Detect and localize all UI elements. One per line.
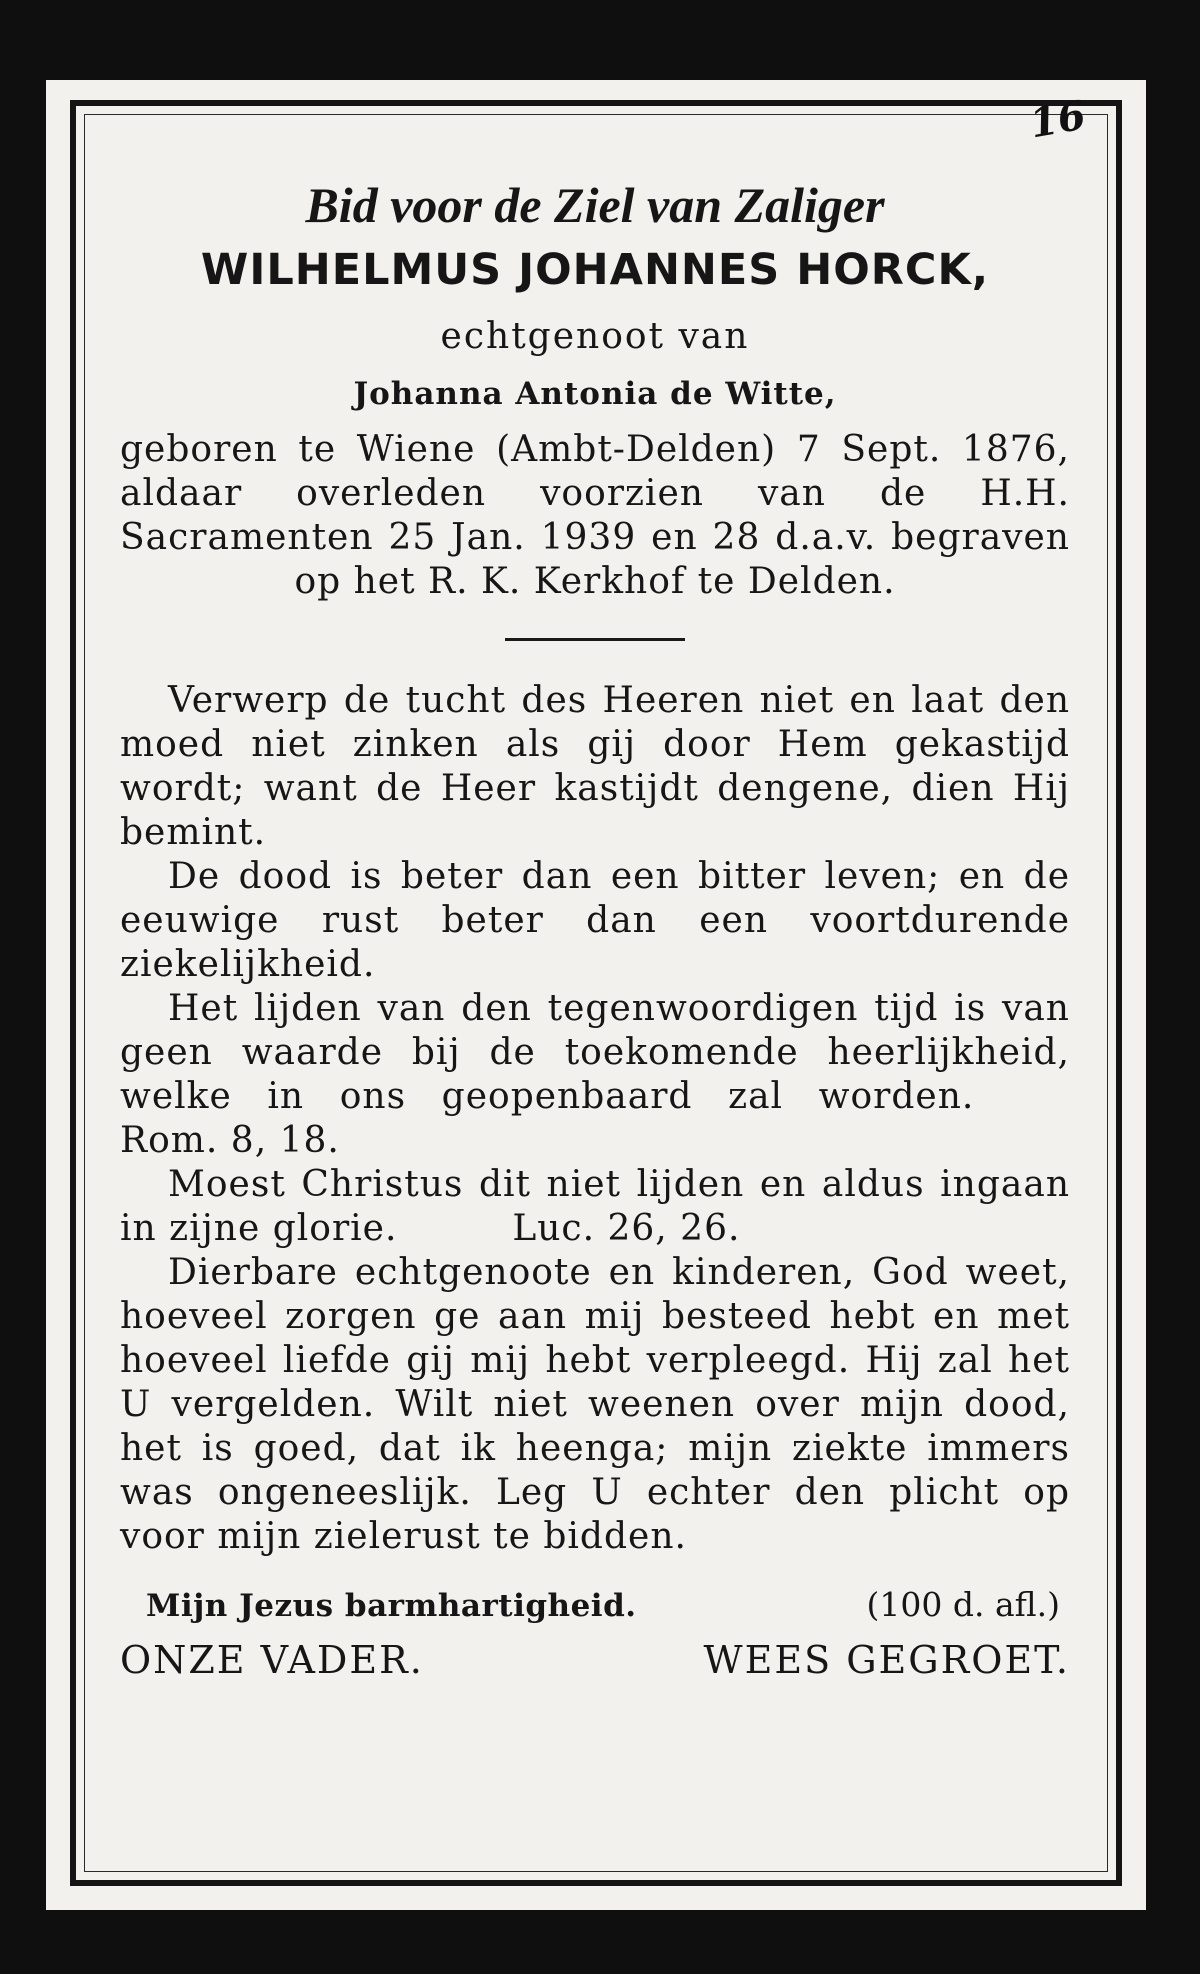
verse-paragraph <box>120 987 1070 1163</box>
indulgence-note: (100 d. afl.) <box>866 1585 1060 1624</box>
spouse-intro: echtgenoot van <box>440 316 750 357</box>
verse-paragraph: Verwerp de tucht des Heeren niet en laat den moed niet zinken als gij door Hem gekastijd wordt; want de Heer kastijdt dengene, dien Hij bemint. <box>120 680 1070 853</box>
biography-text: geboren te Wiene (Ambt-Delden) 7 Sept. 1876, aldaar overleden voorzien van de H.H. Sacramenten 25 Jan. 1939 en 28 d.a.v. begraven op het R. K. Kerkhof te Delden. <box>120 429 1070 602</box>
divider-rule <box>505 638 685 641</box>
spouse-name: Johanna Antonia de Witte, <box>353 376 837 412</box>
handwritten-number: 16 <box>1026 91 1090 148</box>
closing-prayers <box>120 1638 1070 1682</box>
indulgence-line <box>120 1585 1070 1624</box>
verse-paragraph <box>120 1163 1070 1251</box>
verse-text: Moest Christus dit niet lijden en aldus ingaan in zijne glorie. <box>120 1164 1070 1249</box>
deceased-name: WILHELMUS JOHANNES HORCK, <box>200 245 990 295</box>
prayer-our-father: ONZE VADER. <box>120 1638 424 1682</box>
card-text <box>120 170 1070 1682</box>
aspiration-prayer: Mijn Jezus barmhartigheid. <box>146 1588 637 1624</box>
verse-paragraph: De dood is beter dan een bitter leven; en de eeuwige rust beter dan een voortdurende ziekelijkheid. <box>120 856 1070 985</box>
scripture-reference: Luc. 26, 26. <box>512 1208 741 1249</box>
invocation-heading: Bid voor de Ziel van Zaliger <box>305 177 885 233</box>
verse-text: Het lijden van den tegenwoordigen tijd is van geen waarde bij de toekomende heerlijkheid, welke in ons geopenbaard zal worden. <box>120 988 1070 1117</box>
prayer-hail-mary: WEES GEGROET. <box>703 1638 1070 1682</box>
verse-paragraph: Dierbare echtgenoote en kinderen, God weet, hoeveel zorgen ge aan mij besteed hebt en met hoeveel liefde gij mij hebt verpleegd. Hij zal het U vergelden. Wilt niet weenen over mijn dood, het is goed, dat ik heenga; mijn ziekte immers was ongeneeslijk. Leg U echter den plicht op voor mijn zielerust te bidden. <box>120 1252 1070 1557</box>
scripture-reference: Rom. 8, 18. <box>120 1120 340 1161</box>
verses-block <box>120 679 1070 1559</box>
